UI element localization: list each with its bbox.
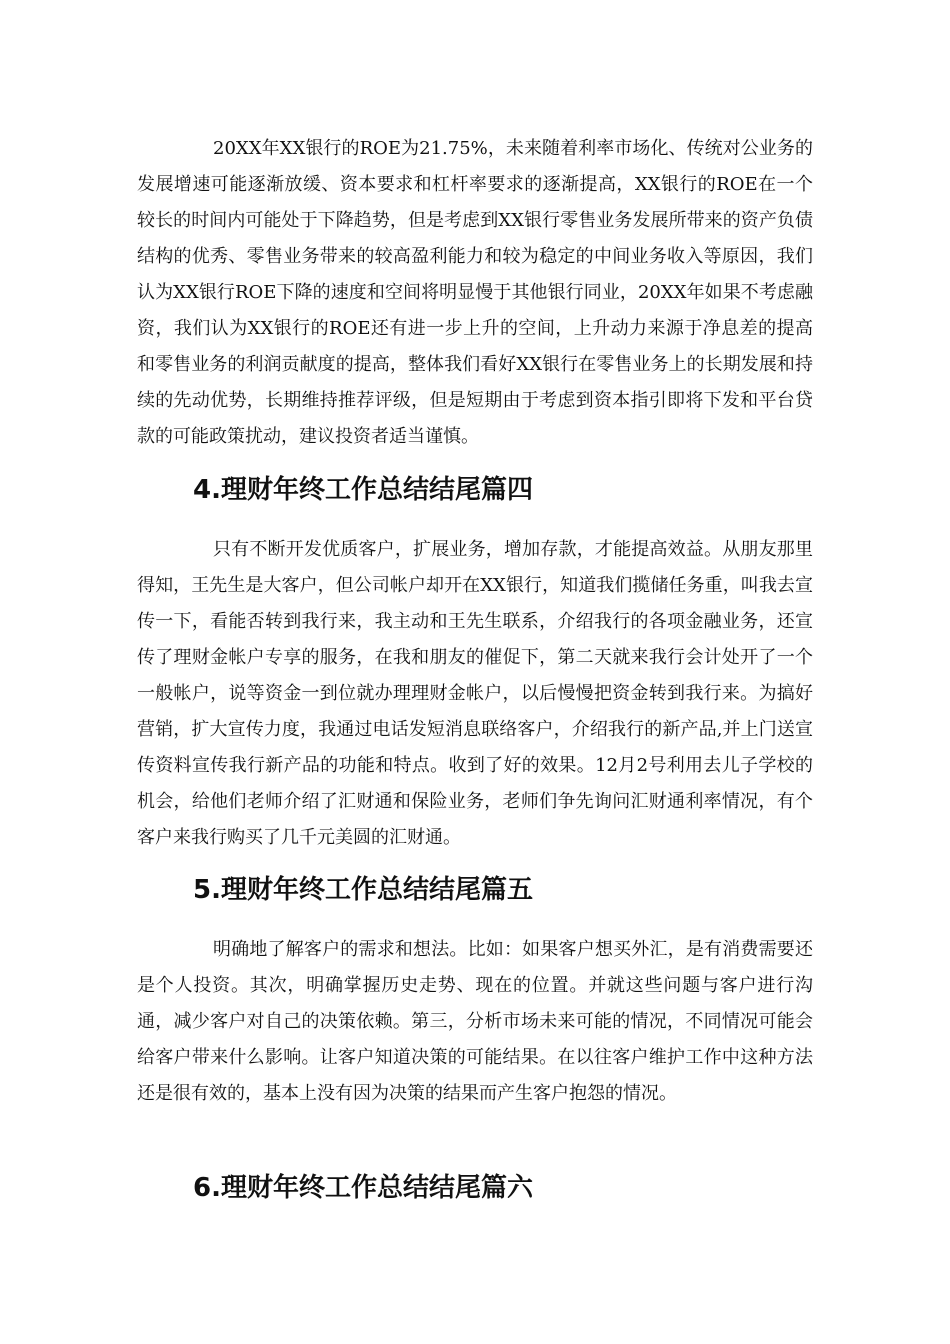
body-paragraph-client-needs: 明确地了解客户的需求和想法。比如：如果客户想买外汇，是有消费需要还是个人投资。其次，明确掌握历史走势、现在的位置。并就这些问题与客户进行沟通，减少客户对自己的决策依赖。第三，分析市场未来可能的情况，不同情况可能会给客户带来什么影响。让客户知道决策的可能结果。在以往客户维护工作中这种方法还是很有效的，基本上没有因为决策的结果而产生客户抱怨的情况。 <box>137 939 813 1104</box>
body-paragraph-client-development: 只有不断开发优质客户，扩展业务，增加存款，才能提高效益。从朋友那里得知，王先生是大客户，但公司帐户却开在XX银行，知道我们揽储任务重，叫我去宣传一下，看能否转到我行来，我主动和王先生联系，介绍我行的各项金融业务，还宣传了理财金帐户专享的服务，在我和朋友的催促下，第二天就来我行会计处开了一个一般帐户，说等资金一到位就办理理财金帐户，以后慢慢把资金转到我行来。为搞好营销，扩大宣传力度，我通过电话发短消息联络客户，介绍我行的新产品,并上门送宣传资料宣传我行新产品的功能和特点。收到了好的效果。12月2号利用去儿子学校的机会，给他们老师介绍了汇财通和保险业务，老师们争先询问汇财通利率情况，有个客户来我行购买了几千元美圆的汇财通。 <box>137 539 813 848</box>
section-heading-5: 5.理财年终工作总结结尾篇五 <box>193 875 533 905</box>
section-heading-6: 6.理财年终工作总结结尾篇六 <box>193 1173 533 1203</box>
body-paragraph-roe-analysis: 20XX年XX银行的ROE为21.75%，未来随着利率市场化、传统对公业务的发展增速可能逐渐放缓、资本要求和杠杆率要求的逐渐提高，XX银行的ROE在一个较长的时间内可能处于下降趋势，但是考虑到XX银行零售业务发展所带来的资产负债结构的优秀、零售业务带来的较高盈利能力和较为稳定的中间业务收入等原因，我们认为XX银行ROE下降的速度和空间将明显慢于其他银行同业，20XX年如果不考虑融资，我们认为XX银行的ROE还有进一步上升的空间，上升动力来源于净息差的提高和零售业务的利润贡献度的提高，整体我们看好XX银行在零售业务上的长期发展和持续的先动优势，长期维持推荐评级，但是短期由于考虑到资本指引即将下发和平台贷款的可能政策扰动，建议投资者适当谨慎。 <box>137 138 813 447</box>
section-heading-4: 4.理财年终工作总结结尾篇四 <box>193 475 533 505</box>
